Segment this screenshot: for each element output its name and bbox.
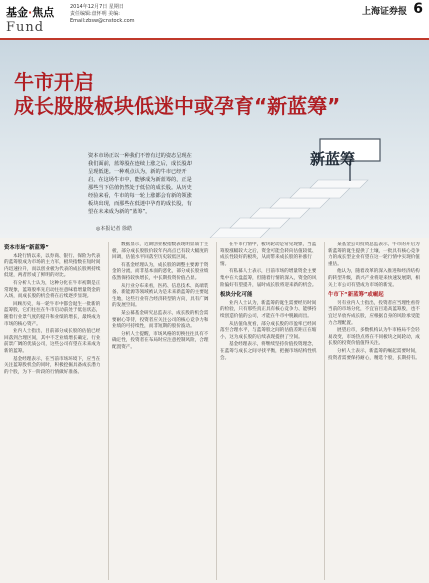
article-body bbox=[4, 242, 425, 580]
article-headline: 牛市开启 成长股股板块低迷中或孕育“新蓝筹” bbox=[14, 70, 341, 118]
section-subtitle: Fund bbox=[6, 20, 45, 35]
page-masthead bbox=[0, 0, 429, 40]
column-subheading: 资本市场“新蓝筹” bbox=[4, 245, 49, 251]
column-2: 数据显示，近期创业板指数表现明显弱于主板，部分成长股股价较年内高点已有较大幅度的回调，估值水平回落至历史较低区间。 有基金经理认为，成长股的调整主要源于资金的分流，而非基本面的恶化，部分成长股业绩依然保持较快增长，中长期投资价值凸显。 从行业分布来看，医药、信息技术、高端装备、新能源等领域被认为是未来新蓝筹的主要诞生地，这些行业符合经济转型的方向，具有广阔的发展空间。 某公募基金研究总监表示，成长股的机会需要耐心等待，投资者应关注公司的核心竞争力和业绩的可持续性，而非短期的股价波动。 分析人士提醒，市场风格的切换往往具有不确定性，投资者在布局时应注意控制风险，合理配置资产。 bbox=[112, 242, 209, 350]
column-4: 某基金公司投资总监表示，牛市的开启为新蓝筹的诞生提供了土壤，一批具有核心竞争力的成长型企业有望在这一轮行情中实现价值重估。 他认为，随着改革的深入推进和经济结构的转型升级，新兴产业将迎来快速发展期，相关上市公司有望成为市场的新宠。 牛市下“新蓝筹”或崛起 另有业内人士指出，投资者应当理性看待当前的市场分化，不宜盲目追高蓝筹股，也不宜过早放弃成长股，应根据自身的风险承受能力合理配置。 展望后市，多数机构认为牛市格局不会轻易改变，市场热点将在不同板块之间轮动，成长股的投资价值值得关注。 分析人士表示，新蓝筹的崛起需要时间，投资者需要保持耐心，精选个股，长期持有。 bbox=[328, 242, 424, 580]
issue-meta: 2014年12月7日 星期日 责任编辑:盘怀明 美编: Email:zbsw@cnstock.com bbox=[70, 4, 135, 24]
newspaper-name: 上海证券报 bbox=[361, 7, 407, 17]
column-subheading: 板块分化可能 bbox=[220, 292, 253, 299]
article-byline: ◎本报记者 徐皓 bbox=[96, 226, 132, 232]
column-subheading: 牛市下“新蓝筹”或崛起 bbox=[328, 292, 384, 299]
column-1: 资本市场“新蓝筹” 本轮行情以来，以券商、银行、保险为代表的蓝筹股成为市场的主力军，板块指数在短时间内迅速拉升，而以创业板为代表的成长股则持续低迷，两者形成了鲜明的对比。 有分析人士认为，这种分化在牛市初期是正常现象，蓝筹股率先启动往往意味着增量资金的入场，而成长股的机会将在后续逐步显现。 回顾历史，每一轮牛市中都会诞生一批新的蓝筹股，它们往往在牛市启动前处于低估状态，随着行业景气度的提升和业绩的增长，最终成为市场的核心资产。 业内人士指出，目前部分成长股的估值已经回落到合理区间，其中不乏业绩增长确定、行业前景广阔的优质公司，这些公司有望在未来成为新的蓝筹。 基金经理表示，在当前市场环境下，应当在关注蓝筹股机会的同时，积极挖掘具备成长潜力的个股，为下一阶段的行情做好准备。 bbox=[4, 242, 104, 580]
article-lead: 资本市场正以一种我们不曾有过的姿态呈现在我们面前，蓝筹股在连续上涨之后，成长股却呈现低迷。一种观点认为，新的牛市已经开启，在这场牛市中，能够成为新蓝筹的，正是那些当下估值仍然处于低位的成长股。从历史经验来看，牛市的每一轮上涨都会有新的领涨板块出现，而那些在低迷中孕育的成长股，有望在未来成为新的“蓝筹”。 bbox=[88, 153, 192, 215]
section-title: 基金·焦点 bbox=[6, 6, 55, 19]
column-3: 在牛市行情中，板块轮动是常见现象，当蓝筹股涨幅较大之后，资金可能会转向估值较低、成长性较好的板块，从而带来成长股的补涨行情。 有私募人士表示，目前市场的增量资金主要集中在大盘蓝筹，但随着行情的深入，资金的风险偏好有望提升，届时成长股将迎来新的机会。 板块分化可能 业内人士认为，新蓝筹的诞生需要经历时间的检验，只有那些真正具有核心竞争力、能够持续创造价值的公司，才能在牛市中脱颖而出。 从估值角度看，部分成长股的市盈率已经回落至合理水平，与蓝筹股之间的估值差距正在缩小，这为成长股的后续表现提供了空间。 基金经理表示，将继续坚持价值投资理念，在蓝筹与成长之间寻找平衡，把握市场结构性机会。 bbox=[220, 242, 320, 580]
column-divider bbox=[216, 242, 217, 580]
hero-illustration bbox=[0, 40, 429, 238]
sign-label: 新蓝筹 bbox=[310, 150, 356, 168]
column-divider bbox=[108, 242, 109, 580]
page-number: 6 bbox=[413, 1, 423, 17]
column-divider bbox=[324, 242, 325, 580]
